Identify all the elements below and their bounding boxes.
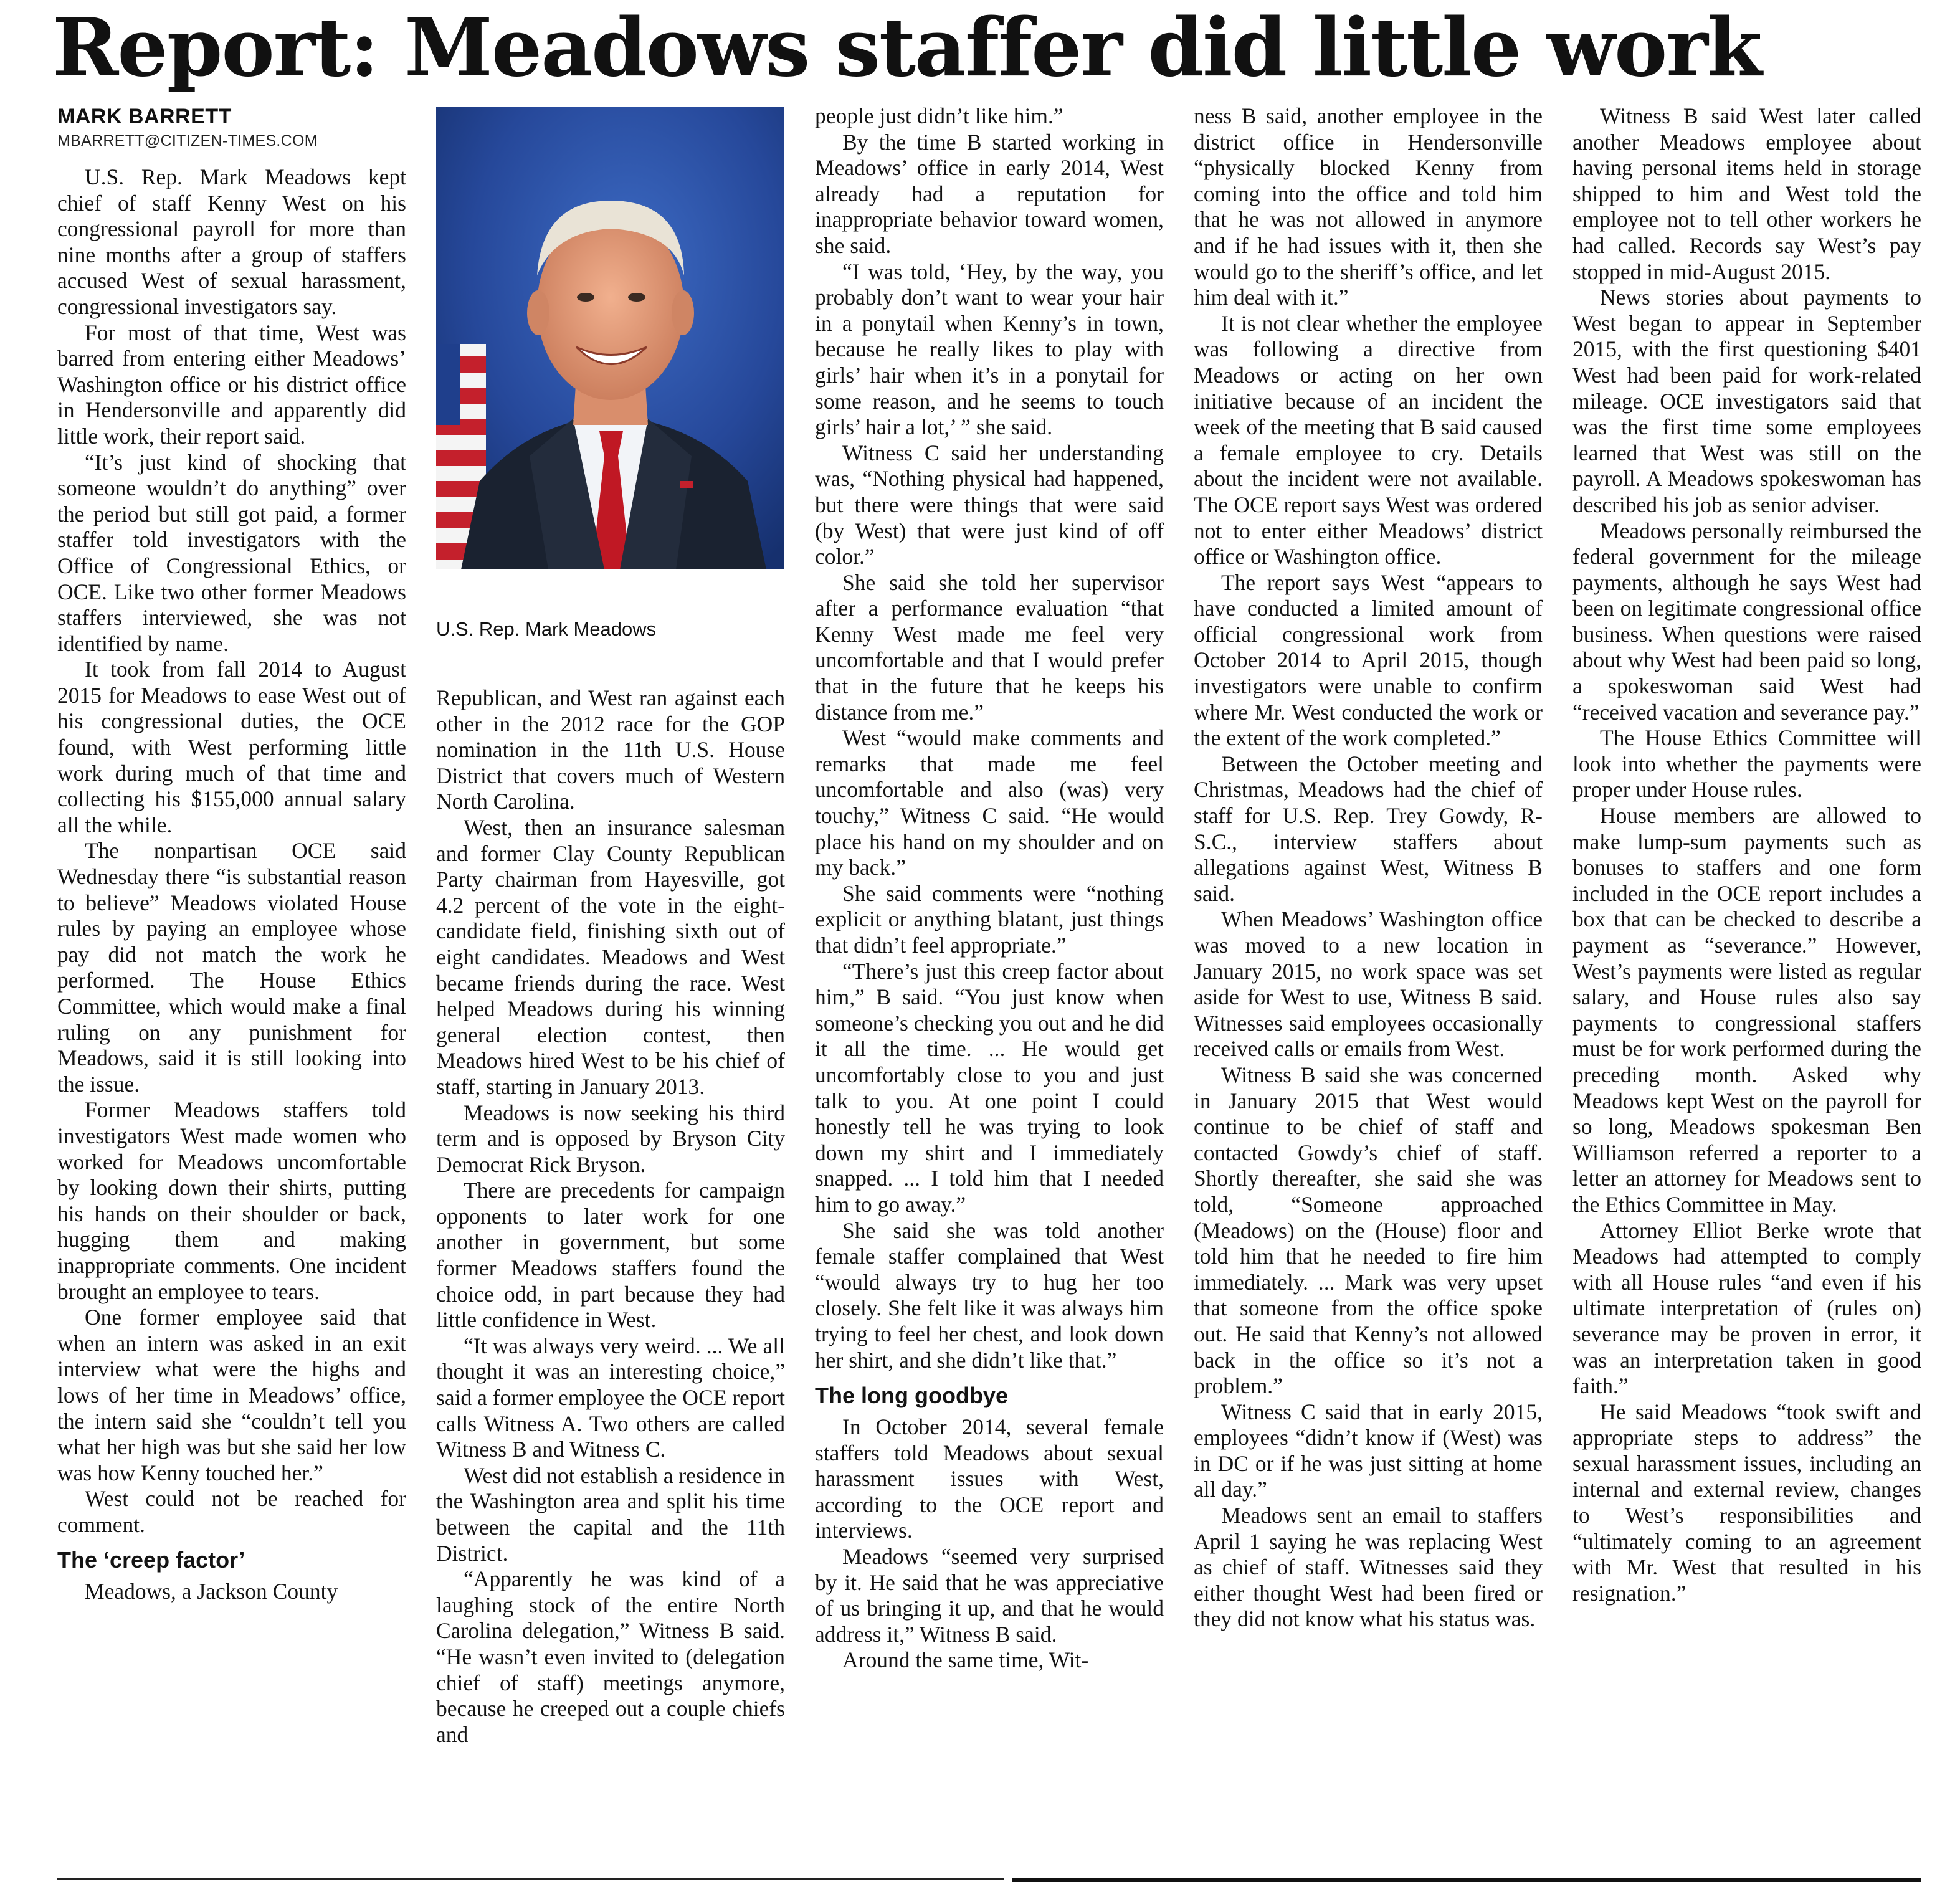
paragraph: In October 2014, several female staffers told Meadows about sexual harassment issues with West, according to the OCE report and interviews. bbox=[815, 1414, 1164, 1543]
photo-caption: U.S. Rep. Mark Meadows bbox=[436, 618, 657, 640]
paragraph: She said she told her supervisor after a performance evaluation “that Kenny West made me feel very uncomfortable and that I would prefer that in the future that he keeps his distance from me.” bbox=[815, 569, 1164, 725]
paragraph: “I was told, ‘Hey, by the way, you probably don’t want to wear your hair in a ponytail when Kenny’s in town, because he really likes to play with girls’ hair when it’s in a ponytail for some reason, and he seems to touch girls’ hair a lot,’ ” she said. bbox=[815, 259, 1164, 440]
paragraph: The House Ethics Committee will look into whether the payments were proper under House rules. bbox=[1572, 725, 1921, 803]
article-column-1 bbox=[57, 103, 406, 1848]
paragraph: West did not establish a residence in the Washington area and split his time between the capital and the 11th District. bbox=[436, 1462, 785, 1566]
paragraph: It is not clear whether the employee was following a directive from Meadows or acting on her own initiative because of an incident the week of the meeting that B said caused a female employee to cry. Details about the incident were not available. The OCE report says West was ordered not to enter either Meadows’ district office or Washington office. bbox=[1194, 310, 1543, 569]
paragraph: Meadows, a Jackson County bbox=[85, 1579, 338, 1604]
subhead-long-goodbye: The long goodbye bbox=[815, 1383, 1008, 1409]
paragraph: West, then an insurance salesman and former Clay County Republican Party chairman from Hayesville, got 4.2 percent of the vote in the eight-candidate field, finishing sixth out of eight candidates. Meadows and West became friends during the race. West helped Meadows during his winning general election contest, then Meadows hired West to be his chief of staff, starting in January 2013. bbox=[436, 814, 785, 1099]
paragraph: Meadows is now seeking his third term and is opposed by Bryson City Democrat Rick Bryson. bbox=[436, 1100, 785, 1177]
byline-email[interactable]: MBARRETT@CITIZEN-TIMES.COM bbox=[57, 132, 318, 150]
article-column-5 bbox=[1572, 103, 1921, 1848]
paragraph: Witness C said her understanding was, “Nothing physical had happened, but there were things that were said (by West) that were just kind of off color.” bbox=[815, 440, 1164, 569]
paragraph: ness B said, another employee in the district office in Hendersonville “physically blocked Kenny from coming into the office and told him that he was not allowed in anymore and if he had issues with it, then she would go to the sheriff’s office, and let him deal with it.” bbox=[1194, 103, 1543, 310]
paragraph: Witness B said she was concerned in January 2015 that West would continue to be chief of staff and contacted Gowdy’s chief of staff. Shortly thereafter, she said she was told, “Someone approached (Meadows) on the (House) floor and told him that he needed to fire him immediately. ... Mark was very upset that someone from the office spoke out. He said that Kenny’s not allowed back in the office so it’s not a problem.” bbox=[1194, 1062, 1543, 1399]
paragraph: West “would make comments and remarks that made me feel uncomfortable and also (was) very touchy,” Witness C said. “He would place his hand on my shoulder and on my back.” bbox=[815, 725, 1164, 880]
paragraph: When Meadows’ Washington office was moved to a new location in January 2015, no work space was set aside for West to use, Witness B said. Witnesses said employees occasionally received calls or emails from West. bbox=[1194, 907, 1543, 1062]
paragraph: By the time B started working in Meadows’ office in early 2014, West already had a reputation for inappropriate behavior toward women, she said. bbox=[815, 129, 1164, 258]
paragraph: Republican, and West ran against each other in the 2012 race for the GOP nomination in the 11th U.S. House District that covers much of Western North Carolina. bbox=[436, 685, 785, 814]
portrait-photo bbox=[436, 107, 784, 569]
paragraph: There are precedents for campaign opponents to later work for one another in government, but some former Meadows staffers found the choice odd, in part because they had little confidence in West. bbox=[436, 1178, 785, 1333]
article-column-3 bbox=[815, 103, 1164, 1848]
paragraph: The report says West “appears to have conducted a limited amount of official congressional work from October 2014 to April 2015, though investigators were unable to confirm where Mr. West conducted the work or the extent of the work completed.” bbox=[1194, 569, 1543, 751]
paragraph: House members are allowed to make lump-sum payments such as bonuses to staffers and one form included in the OCE report includes a box that can be checked to describe a payment as “severance.” However, West’s payments were listed as regular salary, and House rules also say payments to congressional staffers must be for work performed during the preceding month. Asked why Meadows kept West on the payroll for so long, Meadows spokesman Ben Williamson referred a reporter to a letter an attorney for Meadows sent to the Ethics Committee in May. bbox=[1572, 803, 1921, 1217]
byline-name: MARK BARRETT bbox=[57, 105, 232, 128]
paragraph: “There’s just this creep factor about him,” B said. “You just know when someone’s checking you out and he did it all the time. ... He would get uncomfortably close to you and just talk to you. At one point I could honestly tell he was trying to look down my shirt and I immediately snapped. ... I told him that I needed him to go away.” bbox=[815, 958, 1164, 1217]
paragraph: Meadows sent an email to staffers April 1 saying he was replacing West as chief of staff. Witnesses said they either thought West had been fired or they did not know what his status was. bbox=[1194, 1503, 1543, 1632]
paragraph: For most of that time, West was barred from entering either Meadows’ Washington office or his district office in Hendersonville and apparently did little work, their report said. bbox=[57, 320, 406, 449]
paragraph: Around the same time, Wit- bbox=[842, 1647, 1089, 1673]
paragraph: Attorney Elliot Berke wrote that Meadows had attempted to comply with all House rules “and even if his ultimate interpretation of (rules on) severance may be proven in error, it was an interpretation taken in good faith.” bbox=[1572, 1217, 1921, 1399]
paragraph: Witness C said that in early 2015, employees “didn’t know if (West) was in DC or if he was just sitting at home all day.” bbox=[1194, 1399, 1543, 1502]
paragraph: News stories about payments to West began to appear in September 2015, with the first questioning $401 West had been paid for work-related mileage. OCE investigators said that was the first time some employees learned that West was still on the payroll. A Meadows spokeswoman has described his job as senior adviser. bbox=[1572, 285, 1921, 517]
paragraph: She said she was told another female staffer complained that West “would always try to hug her too closely. She felt like it was always him trying to feel her chest, and look down her shirt, and she didn’t like that.” bbox=[815, 1217, 1164, 1373]
lapel-flag-pin bbox=[680, 481, 693, 488]
paragraph: “Apparently he was kind of a laughing stock of the entire North Carolina delegation,” Witness B said. “He wasn’t even invited to (delegation chief of staff) meetings anymore, because he creeped out a couple chiefs and bbox=[436, 1566, 785, 1747]
paragraph: Former Meadows staffers told investigators West made women who worked for Meadows uncomfortable by looking down their shirts, putting his hands on their shoulder or back, hugging them and making inappropriate comments. One incident brought an employee to tears. bbox=[57, 1097, 406, 1304]
article-column-4 bbox=[1194, 103, 1543, 1848]
paragraph: Between the October meeting and Christmas, Meadows had the chief of staff for U.S. Rep. Trey Gowdy, R-S.C., interview staffers about allegations against West, Witness B said. bbox=[1194, 751, 1543, 906]
paragraph: West could not be reached for comment. bbox=[57, 1486, 406, 1537]
paragraph: One former employee said that when an intern was asked in an exit interview what were the highs and lows of her time in Meadows’ office, the intern said she “couldn’t tell you what her high was but she said her low was how Kenny touched her.” bbox=[57, 1305, 406, 1485]
paragraph: The nonpartisan OCE said Wednesday there “is substantial reason to believe” Meadows violated House rules by paying an employee whose pay did not match the work he performed. The House Ethics Committee, which would make a final ruling on any punishment for Meadows, said it is still looking into the issue. bbox=[57, 838, 406, 1097]
subhead-creep-factor: The ‘creep factor’ bbox=[57, 1547, 245, 1573]
bottom-rule-left bbox=[57, 1878, 1004, 1880]
article-column-2 bbox=[436, 685, 785, 1857]
paragraph: Meadows personally reimbursed the federal government for the mileage payments, although he says West had been on legitimate congressional office business. When questions were raised about why West had been paid so long, a spokeswoman said West had “received vacation and severance pay.” bbox=[1572, 518, 1921, 725]
paragraph: “It was always very weird. ... We all thought it was an interesting choice,” said a former employee the OCE report calls Witness A. Two others are called Witness B and Witness C. bbox=[436, 1333, 785, 1462]
paragraph: U.S. Rep. Mark Meadows kept chief of staff Kenny West on his congressional payroll for more than nine months after a group of staffers accused West of sexual harassment, congressional investigators say. bbox=[57, 164, 406, 319]
headline: Report: Meadows staffer did little work bbox=[52, 1, 1761, 95]
paragraph: “It’s just kind of shocking that someone wouldn’t do anything” over the period but still got paid, a former staffer told investigators with the Office of Congressional Ethics, or OCE. Like two other former Meadows staffers interviewed, she was not identified by name. bbox=[57, 449, 406, 656]
paragraph: Meadows “seemed very surprised by it. He said that he was appreciative of us bringing it up, and that he would address it,” Witness B said. bbox=[815, 1544, 1164, 1647]
paragraph: He said Meadows “took swift and appropriate steps to address” the sexual harassment issues, including an internal and external review, changes to West’s responsibilities and “ultimately coming to an agreement with Mr. West that resulted in his resignation.” bbox=[1572, 1399, 1921, 1606]
paragraph: people just didn’t like him.” bbox=[815, 103, 1063, 128]
bottom-rule-right bbox=[1012, 1878, 1921, 1882]
paragraph: It took from fall 2014 to August 2015 for Meadows to ease West out of his congressional duties, the OCE found, with West performing little work during much of that time and collecting his $155,000 annual salary all the while. bbox=[57, 657, 406, 837]
paragraph: Witness B said West later called another Meadows employee about having personal items held in storage shipped to him and West told the employee not to tell other workers he had called. Records say West’s pay stopped in mid-August 2015. bbox=[1572, 103, 1921, 284]
paragraph: She said comments were “nothing explicit or anything blatant, just things that didn’t feel appropriate.” bbox=[815, 880, 1164, 958]
